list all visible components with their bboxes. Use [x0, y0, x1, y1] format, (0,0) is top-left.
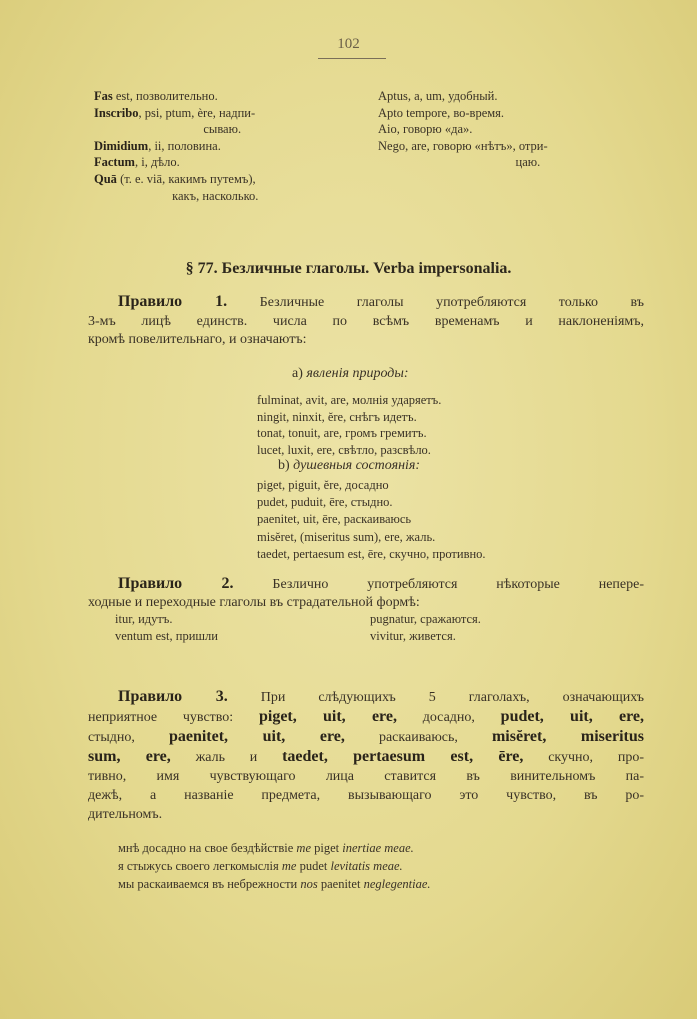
text-line	[257, 442, 441, 459]
text-run: pudet, puduit, ēre, стыдно.	[257, 495, 393, 510]
text-run: скучно, про-	[523, 750, 644, 765]
text-run: (т. е. viā, какимъ путемъ),	[116, 171, 256, 186]
emotion-verbs-list	[257, 477, 486, 563]
text-line	[257, 529, 486, 546]
text-run: явленія природы:	[306, 366, 409, 381]
text-run: какъ, насколько.	[94, 188, 259, 203]
text-run: sum, ere,	[88, 748, 171, 765]
text-run: piget, uit, ere,	[258, 708, 397, 725]
text-run: цаю.	[378, 155, 541, 170]
text-run: b)	[278, 458, 294, 473]
text-line	[88, 786, 644, 805]
text-line	[88, 727, 644, 747]
vocabulary-right-column	[378, 88, 643, 171]
text-line	[94, 188, 364, 205]
text-run: 3-мъ лицѣ единств. числа по всѣмъ временамъ и наклоненіямъ,	[88, 313, 644, 329]
text-run: pudet	[296, 859, 331, 873]
text-run: мнѣ досадно на свое бездѣйствіе	[118, 841, 297, 855]
text-run: мы раскаиваемся въ небрежности	[118, 877, 301, 891]
text-run: Quā	[94, 171, 117, 186]
vocabulary-left-column	[94, 88, 364, 204]
text-run: досадно,	[396, 710, 501, 725]
text-run: Безличные глаголы употребляются только въ	[227, 295, 644, 310]
text-run: me	[281, 859, 297, 873]
text-run: сываю.	[94, 122, 242, 137]
text-run: При слѣдующихъ 5 глаголахъ, означающихъ	[227, 690, 644, 705]
text-line	[94, 154, 364, 171]
text-line	[378, 121, 643, 138]
text-line	[88, 805, 644, 824]
category-b-heading	[278, 458, 420, 474]
text-run: tonat, tonuit, are, громъ гремитъ.	[257, 426, 427, 441]
text-line	[94, 121, 364, 138]
text-line	[88, 707, 644, 727]
text-run: Apto tempore, во-время.	[378, 105, 505, 120]
text-line	[378, 88, 643, 105]
text-line	[378, 154, 643, 171]
text-line	[88, 313, 644, 332]
text-line	[257, 477, 486, 494]
text-run: taedet, pertaesum est, ēre, скучно, противно.	[257, 546, 486, 561]
text-run: taedet, pertaesum est, ēre,	[282, 748, 524, 765]
text-run: misĕret, (miseritus sum), ere, жаль.	[257, 529, 436, 544]
text-run: me	[296, 841, 311, 855]
text-run: Правило 2.	[118, 575, 234, 592]
text-run: стыдно,	[88, 730, 169, 745]
text-line	[94, 105, 364, 122]
rule-2-examples-left	[115, 611, 218, 645]
text-line	[88, 293, 644, 313]
text-run: Factum	[94, 155, 135, 170]
text-line	[370, 611, 481, 628]
text-run: раскаиваюсь,	[344, 730, 492, 745]
text-run: Aptus, a, um, удобный.	[378, 89, 498, 103]
text-line	[118, 875, 431, 893]
text-run: неприятное чувство:	[88, 710, 259, 725]
text-line	[94, 88, 364, 105]
text-line	[88, 747, 644, 767]
text-line	[94, 171, 364, 188]
text-run: fulminat, avit, are, молнія ударяетъ.	[257, 393, 442, 407]
text-run: pudet, uit, ere,	[500, 708, 645, 725]
text-run: Nego, are, говорю «нѣтъ», отри-	[378, 138, 548, 153]
section-heading: § 77. Безличные глаголы. Verba impersonalia.	[185, 260, 512, 277]
text-run: Inscribo	[94, 105, 139, 120]
text-line	[115, 611, 218, 628]
text-line	[118, 857, 431, 875]
text-run: кромѣ повелительнаго, и означаютъ:	[88, 332, 307, 347]
text-line	[378, 105, 643, 122]
text-run: itur, идутъ.	[115, 612, 173, 626]
text-run: я стыжусь своего легкомыслія	[118, 859, 282, 873]
text-run: Правило 3.	[118, 688, 228, 705]
text-line	[378, 138, 643, 155]
text-run: paenitet	[317, 877, 364, 891]
text-run: piget	[311, 841, 343, 855]
category-a-heading	[292, 366, 409, 382]
text-run: paenitet, uit, ēre, раскаиваюсь	[257, 512, 412, 527]
text-run: Dimidium	[94, 138, 149, 153]
text-run: lucet, luxit, ere, свѣтло, разсвѣло.	[257, 442, 431, 457]
text-run: Fas	[94, 89, 113, 103]
rule-2-paragraph	[88, 575, 644, 612]
text-line	[257, 546, 486, 563]
text-run: дежѣ, а названіе предмета, вызывающаго это чувство, въ ро-	[88, 788, 644, 803]
text-run: neglegentiae.	[363, 877, 431, 891]
text-run: дительномъ.	[88, 807, 163, 822]
text-run: pugnatur, сражаются.	[370, 612, 481, 626]
text-run: , i, дѣло.	[134, 155, 180, 170]
text-run: piget, piguit, ĕre, досадно	[257, 478, 389, 492]
text-line	[88, 594, 644, 612]
text-line	[88, 687, 644, 707]
text-run: душевныя состоянія:	[293, 458, 421, 473]
text-run: inertiae meae.	[342, 841, 414, 855]
text-run: Правило 1.	[118, 293, 228, 310]
text-run: Безлично употребляются нѣкоторые непере-	[233, 577, 644, 592]
text-line	[118, 839, 431, 857]
text-run: est, позволительно.	[112, 89, 218, 103]
text-run: ningit, ninxit, ĕre, снѣгъ идетъ.	[257, 409, 417, 424]
text-run: misĕret, miseritus	[491, 728, 644, 745]
text-line	[257, 494, 486, 511]
text-line	[257, 409, 441, 426]
page-number: 102	[337, 36, 360, 52]
text-run: ходные и переходные глаголы въ страдательной формѣ:	[88, 595, 420, 610]
text-run: vivitur, живется.	[370, 629, 456, 643]
text-run: nos	[300, 877, 318, 891]
text-run: , psi, ptum, ère, надпи-	[138, 105, 256, 120]
text-line	[115, 628, 218, 645]
text-line	[88, 575, 644, 594]
text-line	[370, 628, 481, 645]
page-number-rule	[318, 58, 386, 59]
text-line	[257, 425, 441, 442]
text-run: жаль и	[170, 750, 283, 765]
text-line	[94, 138, 364, 155]
text-run: , ii, половина.	[148, 138, 221, 153]
nature-verbs-list	[257, 392, 441, 458]
text-run: levitatis meae.	[330, 859, 403, 873]
text-run: Aio, говорю «да».	[378, 122, 473, 137]
text-line	[88, 331, 644, 350]
text-run: a)	[292, 366, 307, 381]
rule-1-paragraph	[88, 293, 644, 350]
text-run: ventum est, пришли	[115, 629, 218, 643]
rule-3-paragraph	[88, 687, 644, 824]
text-line	[88, 767, 644, 786]
text-run: тивно, имя чувствующаго лица ставится въ винительномъ па-	[88, 769, 644, 784]
text-line	[257, 392, 441, 409]
text-run: paenitet, uit, ere,	[168, 728, 345, 745]
rule-2-examples-right	[370, 611, 481, 645]
rule-3-examples	[118, 839, 431, 893]
text-line	[257, 511, 486, 528]
